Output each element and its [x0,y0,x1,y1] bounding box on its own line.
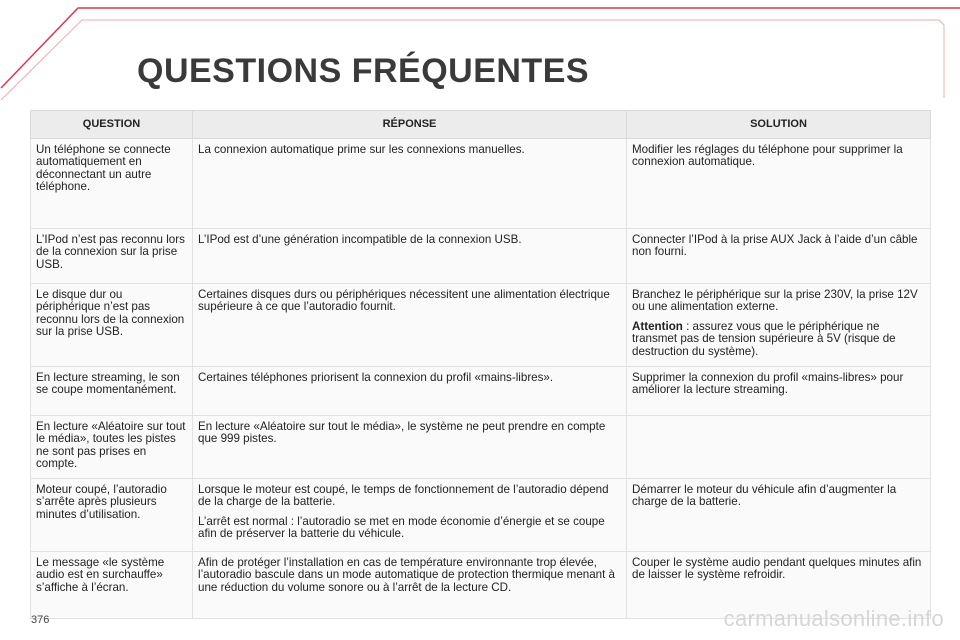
solution-cell [627,367,931,416]
page-number: 376 [31,614,50,626]
reponse-text: Certaines disques durs ou périphériques nécessitent une alimentation électrique supérieure à ce que l’autoradio fournit. [198,288,610,314]
table-row [31,479,931,552]
solution-attention-note [632,321,925,358]
reponse-text: La connexion automatique prime sur les connexions manuelles. [198,143,525,156]
question-cell [31,139,193,229]
solution-text: Supprimer la connexion du profil «mains-libres» pour améliorer la lecture streaming. [632,371,904,397]
question-text: Moteur coupé, l’autoradio s’arrête après plusieurs minutes d’utilisation. [36,483,167,521]
reponse-text: En lecture «Aléatoire sur tout le média», le système ne peut prendre en compte que 999 pistes. [198,420,606,446]
reponse-text: L’IPod est d’une génération incompatible de la connexion USB. [198,233,522,246]
reponse-cell [193,229,627,284]
reponse-cell [193,284,627,367]
table-row [31,229,931,284]
reponse-text: Afin de protéger l’installation en cas de température environnante trop élevée, l’autoradio bascule dans un mode automatique de protection thermique menant à une réduction du volume sonore ou à l’arrêt de la lecture CD. [198,556,616,594]
solution-cell [627,479,931,552]
reponse-cell [193,416,627,479]
question-text: Le disque dur ou périphérique n’est pas reconnu lors de la connexion sur la prise USB. [36,288,185,339]
reponse-text: Lorsque le moteur est coupé, le temps de fonctionnement de l’autoradio dépend de la charge de la batterie. [198,483,609,509]
question-cell [31,552,193,619]
reponse-cell [193,552,627,619]
table-row [31,416,931,479]
reponse-cell [193,479,627,552]
question-cell [31,479,193,552]
table-row [31,367,931,416]
question-cell [31,416,193,479]
question-text: Le message «le système audio est en surchauffe» s’affiche à l’écran. [36,556,165,594]
page-title: QUESTIONS FRÉQUENTES [137,52,590,90]
solution-text: Démarrer le moteur du véhicule afin d’augmenter la charge de la batterie. [632,483,897,509]
question-text: Un téléphone se connecte automatiquement en déconnectant un autre téléphone. [36,143,171,194]
solution-text: Branchez le périphérique sur la prise 230V, la prise 12V ou une alimentation externe. [632,288,918,314]
faq-table [30,110,931,619]
solution-cell [627,139,931,229]
solution-text: Connecter l’IPod à la prise AUX Jack à l’aide d’un câble non fourni. [632,233,918,259]
reponse-text: L’arrêt est normal : l’autoradio se met en mode économie d’énergie et se coupe afin de préserver la batterie du véhicule. [198,514,605,541]
table-row [31,284,931,367]
column-header-question: QUESTION [31,111,193,139]
table-row [31,139,931,229]
solution-cell [627,284,931,367]
solution-cell [627,416,931,479]
reponse-text: Certaines téléphones priorisent la connexion du profil «mains-libres». [198,371,554,384]
attention-text: : assurez vous que le périphérique ne transmet pas de tension supérieure à 5V (risque de destruction du système). [632,319,896,358]
question-cell [31,284,193,367]
question-text: En lecture «Aléatoire sur tout le média», toutes les pistes ne sont pas prises en compte. [36,420,186,471]
question-cell [31,229,193,284]
solution-text: Couper le système audio pendant quelques minutes afin de laisser le système refroidir. [632,556,922,582]
question-cell [31,367,193,416]
column-header-reponse: RÉPONSE [193,111,627,139]
solution-cell [627,229,931,284]
question-text: L’IPod n’est pas reconnu lors de la connexion sur la prise USB. [36,233,185,271]
solution-text: Modifier les réglages du téléphone pour supprimer la connexion automatique. [632,143,903,169]
reponse-cell [193,139,627,229]
attention-label: Attention [632,319,683,333]
column-header-solution: SOLUTION [627,111,931,139]
question-text: En lecture streaming, le son se coupe momentanément. [36,371,180,397]
reponse-cell [193,367,627,416]
watermark: carmanualsonline.info [723,606,944,631]
table-header-row [31,111,931,139]
